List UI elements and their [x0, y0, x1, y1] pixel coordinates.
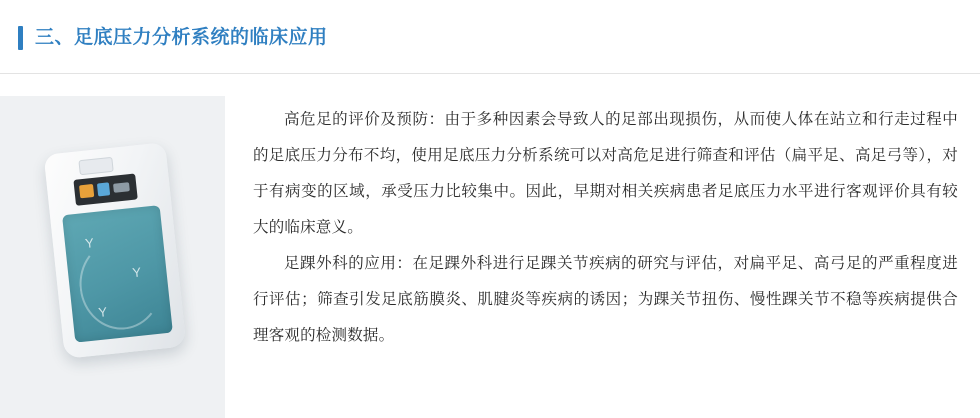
heading-accent-bar	[18, 26, 23, 50]
device-illustration	[44, 142, 187, 359]
page-title: 三、足底压力分析系统的临床应用	[35, 27, 328, 48]
display-segment-orange	[79, 184, 94, 198]
device-display	[73, 173, 137, 205]
mat-mark-icon: Y	[84, 235, 95, 252]
mat-mark-icon: Y	[97, 304, 108, 321]
device-handle	[78, 157, 113, 175]
header-divider	[0, 73, 980, 74]
content-area	[0, 96, 980, 418]
pressure-mat	[62, 205, 173, 343]
section-heading	[18, 26, 328, 50]
display-segment-blue	[97, 182, 110, 196]
figure-panel	[0, 96, 225, 418]
display-segment-gray	[113, 182, 130, 193]
body-text	[225, 96, 980, 354]
paragraph: 高危足的评价及预防：由于多种因素会导致人的足部出现损伤，从而使人体在站立和行走过程中的足底压力分布不均，使用足底压力分析系统可以对高危足进行筛查和评估（扁平足、高足弓等），对于有病变的区域，承受压力比较集中。因此，早期对相关疾病患者足底压力水平进行客观评价具有较大的临床意义。	[253, 111, 958, 236]
paragraph: 足踝外科的应用：在足踝外科进行足踝关节疾病的研究与评估，对扁平足、高弓足的严重程度进行评估；筛查引发足底筋膜炎、肌腱炎等疾病的诱因；为踝关节扭伤、慢性踝关节不稳等疾病提供合理客观的检测数据。	[253, 255, 958, 344]
mat-mark-icon: Y	[131, 264, 142, 281]
